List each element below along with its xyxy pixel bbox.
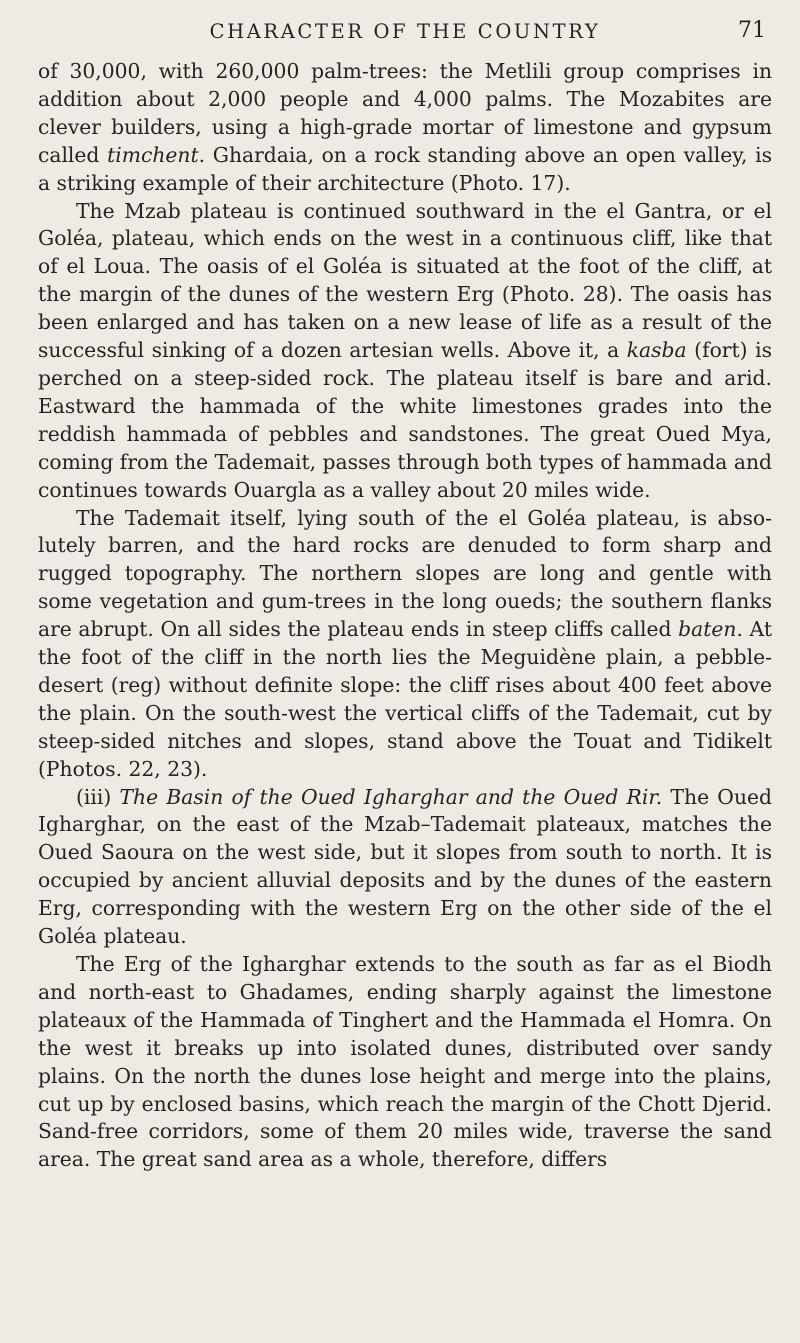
running-head <box>38 20 772 50</box>
text-run: . Ghardaia, on a rock standing above an open valley, is a striking example of their architecture (Photo. 17). <box>38 142 772 195</box>
text-run: The Oued Igharghar, on the east of the Mzab–Tademait plateaux, matches the Oued Saoura on the west side, but it slopes from south to north. It is occupied by ancient alluvial deposits and by the dunes of the eastern Erg, corresponding with the western Erg on the other side of the el Goléa plateau. <box>38 784 772 949</box>
text-run: . At the foot of the cliff in the north lies the Meguidène plain, a pebble-desert (reg) without definite slope: the cliff rises about 400 feet above the plain. On the south-west the vertical cliffs of the Tademait, cut by steep-sided nitches and slopes, stand above the Touat and Tidikelt (Photos. 22, 23). <box>38 617 772 781</box>
text-run: (fort) is perched on a steep-sided rock. The plateau itself is bare and arid. Eastward the hammada of the white limestones grades into the reddish hammada of pebbles and sandstones. The great Oued Mya, coming from the Tademait, passes through both types of hammada and continues towards Ouargla as a valley about 20 miles wide. <box>38 338 772 502</box>
italic-term-baten: baten <box>678 617 737 642</box>
paragraph-tademait <box>38 505 772 784</box>
section-heading: The Basin of the Oued Igharghar and the Oued Rir. <box>119 784 663 809</box>
running-title: CHARACTER OF THE COUNTRY <box>209 20 601 43</box>
text-run: The Erg of the Igharghar extends to the south as far as el Biodh and north-east to Ghadames, ending sharply against the limestone plateaux of the Hammada of Tinghert and the Hammada el Homra. On the west it breaks up into isolated dunes, distributed over sandy plains. On the north the dunes lose height and merge into the plains, cut up by enclosed basins, which reach the margin of the Chott Djerid. Sand-free corridors, some of them 20 miles wide, traverse the sand area. The great sand area as a whole, therefore, differs <box>38 952 772 1172</box>
page-number: 71 <box>738 18 766 43</box>
section-number: (iii) <box>76 784 120 809</box>
italic-term-timchent: timchent <box>107 142 199 167</box>
body-text <box>38 58 772 1174</box>
paragraph-mzab-plateau <box>38 198 772 505</box>
text-run: of 30,000, with 260,000 palm-trees: the Metlili group comprises in addition about 2,000 people and 4,000 palms. The Mozabites are clever builders, using a high-grade mortar of limestone and gypsum called <box>38 59 772 167</box>
text-run: The Mzab plateau is continued southward in the el Gantra, or el Goléa, plateau, which ends on the west in a continuous cliff, like that of el Loua. The oasis of el Goléa is situated at the foot of the cliff, at the margin of the dunes of the western Erg (Photo. 28). The oasis has been enlarged and has taken on a new lease of life as a result of the successful sinking of a dozen artesian wells. Above it, a <box>38 198 772 363</box>
italic-term-kasba: kasba <box>626 338 687 363</box>
paragraph-continued <box>38 58 772 198</box>
text-run: The Tademait itself, lying south of the el Goléa plateau, is abso-lutely barren, and the hard rocks are denuded to form sharp and rugged topography. The northern slopes are long and gentle with some vegetation and gum-trees in the long oueds; the southern flanks are abrupt. On all sides the plateau ends in steep cliffs called <box>38 505 772 642</box>
paragraph-section-iii <box>38 784 772 951</box>
paragraph-erg-igharghar <box>38 951 772 1174</box>
